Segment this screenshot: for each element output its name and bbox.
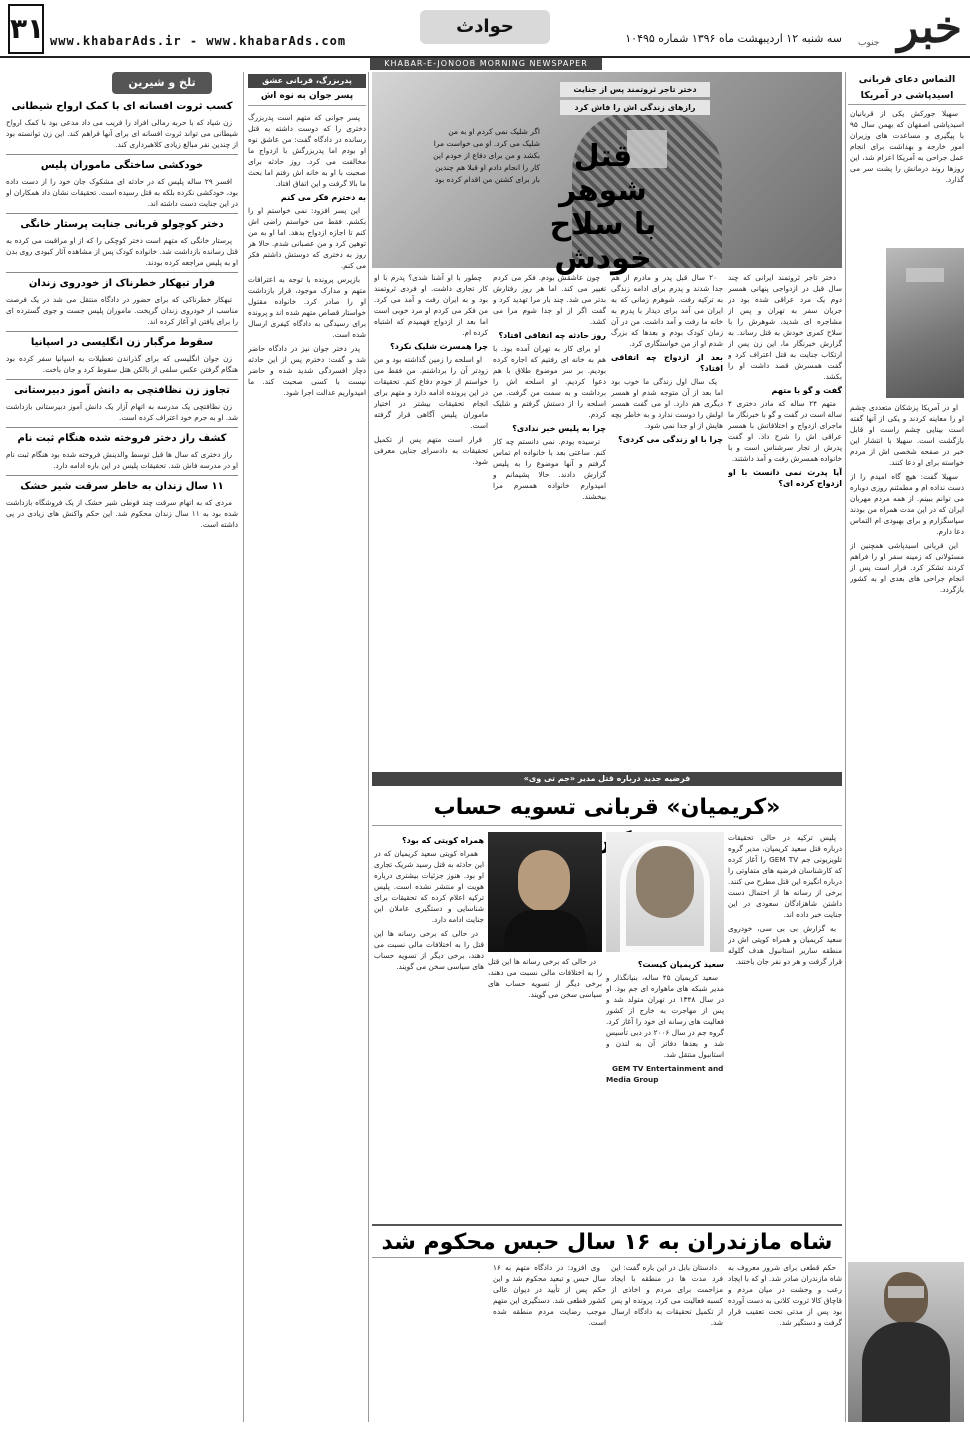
divider [6, 213, 238, 214]
paragraph: تبهکار خطرناکی که برای حضور در دادگاه منتقل می شد در یک فرصت مناسب از خودروی زندان گریخت. ماموران پلیس جست و جوی گسترده ای را برای یافتن او آغاز کرده اند. [6, 295, 238, 326]
paragraph: پرستار خانگی که متهم است دختر کوچکی را که از او مراقبت می کرده به قتل رسانده بازداشت شد. خانواده کودک پس از مشاهده آثار کبودی روی بدن او به پلیس مراجعه کرده بودند. [6, 236, 238, 267]
paragraph: زن جوان انگلیسی که برای گذراندن تعطیلات به اسپانیا سفر کرده بود هنگام گرفتن عکس سلفی از بالکن هتل سقوط کرد و جان باخت. [6, 354, 238, 374]
news-headline: کسب ثروت افسانه ای با کمک ارواح شیطانی [11, 101, 233, 112]
subhead: روز حادثه چه اتفاقی افتاد؟ [498, 331, 606, 340]
paragraph: در حالی که برخی رسانه ها این قتل را به اختلافات مالی نسبت می دهند، برخی دیگر از تسویه حساب های سیاسی سخن می گویند. [488, 957, 602, 999]
paragraph: به گزارش بی بی سی، خودروی سعید کریمیان و همراه کویتی اش در منطقه ساریر استانبول هدف گلوله قرار گرفت و هر دو نفر جان باختند. [728, 924, 842, 966]
murder-kicker [560, 82, 710, 118]
paragraph: پدر دختر جوان نیز در دادگاه حاضر شد و گفت: دخترم پس از این حادثه دچار افسردگی شدید شده و حاضر نیست با کسی صحبت کند. ما امیدواریم عدالت اجرا شود. [248, 344, 366, 397]
divider [6, 272, 238, 273]
paragraph: در حالی که برخی رسانه ها این قتل را به اختلافات مالی نسبت می دهند، برخی دیگر از تسویه حساب های سیاسی سخن می گویند. [374, 929, 484, 971]
murder-column-3 [493, 272, 606, 767]
headline-line: خودش [554, 241, 652, 276]
kicker-line: رازهای زندگی اش را فاش کرد [560, 100, 710, 115]
column-divider [243, 72, 244, 1422]
kerimian-column-3 [374, 832, 484, 1217]
paragraph: افسر ۲۹ ساله پلیس که در حادثه ای مشکوک جان خود را از دست داده بود، خودکشی نکرده بلکه به قتل رسیده است. تحقیقات نشان داد همکاران او در این جنایت دست داشته اند. [6, 177, 238, 208]
subhead: به دخترم فکر می کنم [280, 193, 366, 202]
love-kicker: پدربزرگ، قربانی عشق [248, 74, 366, 88]
paragraph: متهم ۲۴ ساله که مادر دختری ۴ ساله است در گفت و گو با خبرنگار ما ماجرای ازدواج و اختلافاتش با همسر عراقی اش را شرح داد. او گفت پدرش از تجار سرشناس است و با خانواده همسرش رفت و آمد داشتند. [728, 399, 842, 463]
paragraph: چطور با او آشنا شدی؟ پدرم با او کار تجاری داشت. او فردی ثروتمند بود و به ایران رفت و آمد می کرد. من فکر می کردم او مرد خوبی است اما بعد از ازدواج فهمیدم که اشتباه کرده ام. [374, 273, 488, 337]
talkh-column [6, 96, 238, 1422]
subhead: آیا پدرت نمی دانست با او ازدواج کرده ای؟ [728, 468, 842, 488]
kicker-line: دختر تاجر ثروتمند پس از جنایت [560, 82, 710, 97]
paragraph: چون عاشقش بودم. فکر می کردم تغییر می کند. اما هر روز رفتارش بدتر می شد. چند بار مرا تهدید کرد و گفت اگر از او جدا شوم مرا می کشد. [493, 273, 606, 326]
divider [6, 331, 238, 332]
love-headline: پسر جوان به نوه اش [248, 90, 366, 106]
logo-sub: جنوب [858, 38, 880, 48]
subhead: چرا همسرت شلیک نکرد؟ [390, 342, 488, 351]
paragraph: GEM TV Entertainment and Media Group [606, 1064, 724, 1084]
paragraph: همراه کویتی سعید کریمیان که در این حادثه به قتل رسید شریک تجاری او بود. هنوز جزئیات بیشتری درباره هویت او منتشر نشده است. پلیس ترکیه اعلام کرده که تحقیقات برای شناسایی و دستگیری عاملان این جنایت ادامه دارد. [374, 849, 484, 924]
news-headline: فرار تبهکار خطرناک از خودروی زندان [28, 278, 216, 289]
kerimian-headline: «کریمیان» قربانی تسویه حساب [372, 790, 842, 826]
love-story-text [248, 112, 366, 1422]
headline-line: با سلاح [549, 207, 657, 242]
issue-info: سه شنبه ۱۲ اردیبهشت ماه ۱۳۹۶ شماره ۱۰۴۹۵ [625, 32, 842, 45]
shah-headline: شاه مازندران به ۱۶ سال حبس محکوم شد [372, 1224, 842, 1258]
murder-column-1 [728, 272, 842, 767]
acid-victim-text-2 [850, 402, 964, 882]
subhead: سعید کریمیان کیست؟ [637, 960, 724, 969]
tagline: KHABAR-E-JONOOB MORNING NEWSPAPER [370, 58, 602, 70]
kerimian-column-2 [606, 956, 724, 1218]
subhead: چرا به پلیس خبر ندادی؟ [512, 424, 606, 433]
news-headline: تجاوز زن نظافتچی به دانش آموز دبیرستانی [14, 385, 230, 396]
section-title: حوادث [420, 10, 550, 44]
logo-text: خبر [897, 2, 962, 53]
subhead: چرا با او زندگی می کردی؟ [618, 435, 723, 444]
divider [6, 154, 238, 155]
paragraph: پسر جوانی که متهم است پدربزرگ دختری را که دوست داشته به قتل رسانده در دادگاه گفت: من عاشق نوه او بودم اما پدربزرگش با ازدواج ما مخالفت می کرد. روز حادثه برای صحبت با او به خانه اش رفتم اما بحث ما بالا گرفت و این اتفاق افتاد. [248, 113, 366, 188]
news-headline: خودکشی ساختگی ماموران پلیس [40, 160, 204, 171]
paragraph: سعید کریمیان ۴۵ ساله، بنیانگذار و مدیر شبکه های ماهواره ای جم بود. او در سال ۱۳۴۸ در تهران متولد شد و پس از مهاجرت به خارج از کشور فعالیت های رسانه ای خود را آغاز کرد. گروه جم در سال ۲۰۰۶ در دبی تأسیس شد و بعدها دفاتر آن به لندن و استانبول منتقل شد. [606, 973, 724, 1059]
news-headline: سقوط مرگبار زن انگلیسی در اسپانیا [30, 337, 214, 348]
divider [6, 379, 238, 380]
column-divider [368, 72, 369, 1422]
news-headline: دختر کوچولو قربانی جنایت پرستار خانگی [20, 219, 224, 230]
kerimian-column-4 [488, 956, 602, 1218]
paragraph: او در آمریکا پزشکان متعددی چشم او را معاینه کردند و یکی از آنها گفته است بینایی چشم راست او قابل بازگشت است. سهیلا با انتشار این خبر در صفحه شخصی اش از مردم خواسته برای او دعا کنند. [850, 403, 964, 467]
paragraph: حکم قطعی برای شرور معروف به شاه مازندران صادر شد. او که با ایجاد رعب و وحشت در میان مردم و قاچاق کالا ثروت کلانی به دست آورده بود پس از مدتی تحت تعقیب قرار گرفت و دستگیر شد. [728, 1263, 842, 1327]
paragraph: این قربانی اسیدپاشی همچنین از مسئولانی که زمینه سفر او را فراهم کردند تشکر کرد. قرار است پس از انجام جراحی های بعدی او به کشور بازگردد. [850, 541, 964, 594]
kerimian-kicker: فرضیه جدید درباره قتل مدیر «جم تی وی» [372, 772, 842, 786]
paragraph: این پسر افزود: نمی خواستم او را بکشم. فقط می خواستم راضی اش کنم تا اجازه ازدواج بدهد. اما او به من توهین کرد و من عصبانی شدم. حالا هر روز به دختری که دوستش داشتم فکر می کنم. [248, 206, 366, 270]
paragraph: وی افزود: در دادگاه متهم به ۱۶ سال حبس و تبعید محکوم شد و این حکم پس از تأیید در دیوان عالی کشور قطعی شد. دستگیری این متهم موجب رضایت مردم منطقه شده است. [493, 1263, 606, 1327]
paragraph: او اسلحه را زمین گذاشته بود و من زودتر آن را برداشتم. من فقط می خواستم از خودم دفاع کنم. تحقیقات در این پرونده ادامه دارد و متهم برای انجام تحقیقات بیشتر در اختیار ماموران پلیس آگاهی قرار گرفته است. [374, 355, 488, 430]
paragraph: سهیلا گفت: هیچ گاه امیدم را از دست نداده ام و مطمئنم روزی دوباره می توانم ببینم. از همه مردم مهربان ایران که در این مدت همراه من بودند سپاسگزارم و برای بهبودی ام التماس دعا دارم. [850, 472, 964, 536]
page-number: ۳۱ [8, 4, 44, 54]
subhead: بعد از ازدواج چه اتفاقی افتاد؟ [611, 353, 723, 373]
paragraph: زن نظافتچی یک مدرسه به اتهام آزار یک دانش آموز دبیرستانی بازداشت شد. او به جرم خود اعتراف کرده است. [6, 402, 238, 422]
divider [6, 475, 238, 476]
paragraph: دختر تاجر ثروتمند ایرانی که چند سال قبل در ازدواجی پنهانی همسر دوم یک مرد عراقی شده بود در جریان سفر به تهران و پس از مشاجره ای شدید، شوهرش را با سلاح کمری خودش به قتل رساند. به گزارش خبرنگار ما، این زن پس از ارتکاب جنایت به قتل اعتراف کرد و گفت همسرش قصد داشت او را بکشد. [728, 273, 842, 381]
subhead: گفت و گو با متهم [771, 386, 842, 395]
paragraph: ۲۰ سال قبل پدر و مادرم از هم جدا شدند و پدرم برای ادامه زندگی به ترکیه رفت. شوهرم زمانی که به ایران می آمد برای دیدار با پدرم به خانه ما رفت و آمد داشت. من در آن زمان کودک بودم و بعدها که بزرگ شدم او از من خواستگاری کرد. [611, 273, 723, 348]
website-link[interactable]: www.khabarAds.ir - www.khabarAds.com [50, 34, 347, 48]
news-headline: ۱۱ سال زندان به خاطر سرقت شیر خشک [20, 481, 224, 492]
paragraph: مردی که به اتهام سرقت چند قوطی شیر خشک از یک فروشگاه بازداشت شده بود به ۱۱ سال زندان محکوم شد. این حکم واکنش های زیادی در پی داشته است. [6, 498, 238, 529]
shah-column-2 [611, 1262, 723, 1422]
headline-line: قتل شوهر [559, 139, 647, 208]
kerimian-photo [606, 832, 724, 952]
paragraph: زن شیاد که با حربه رمالی افراد را فریب می داد مدعی بود با کمک ارواح شیطانی می تواند ثروت افسانه ای برای آنها فراهم کند. این زن توانسته بود از چندین نفر مبالغ زیادی کلاهبرداری کند. [6, 118, 238, 149]
paragraph: او برای کار به تهران آمده بود. با هم به خانه ای رفتیم که اجاره کرده بودیم. بر سر موضوع طلاق با هم دعوا کردیم. او اسلحه اش را برداشت و به سمت من گرفت. من اسلحه را از دستش گرفتم و شلیک کردم. [493, 344, 606, 419]
murder-column-2 [611, 272, 723, 767]
shah-column-1 [728, 1262, 842, 1422]
acid-victim-photo [886, 248, 964, 398]
subhead: همراه کویتی که بود؟ [401, 836, 484, 845]
paragraph: دادستان بابل در این باره گفت: این فرد مدت ها در منطقه با ایجاد مزاحمت برای مردم و اخاذی از کسبه فعالیت می کرد. پرونده او پس از تکمیل تحقیقات به دادگاه ارسال شد. [611, 1263, 723, 1327]
companion-photo [488, 832, 602, 952]
paragraph: قرار است متهم پس از تکمیل تحقیقات به دادسرای جنایی معرفی شود. [374, 435, 488, 466]
paragraph: ترسیده بودم. نمی دانستم چه کار کنم. ساعتی بعد با خانواده ام تماس گرفتم و آنها موضوع را به پلیس گزارش دادند. حالا پشیمانم و امیدوارم خانواده همسرم مرا ببخشند. [493, 437, 606, 501]
kerimian-column-1 [728, 832, 842, 1217]
talkh-banner: تلخ و شیرین [112, 72, 212, 94]
newspaper-logo [858, 2, 962, 54]
paragraph: سهیلا جورکش یکی از قربانیان اسیدپاشی اصفهان که بهمن سال ۹۵ با پیگیری و مساعدت های وزیران امور خارجه و بهداشت برای انجام عمل جراحی به آمریکا اعزام شد، این روزها روند درمانش را پشت سر می گذارد. [850, 109, 964, 184]
shah-column-3 [493, 1262, 606, 1422]
paragraph: بازپرس پرونده با توجه به اعترافات متهم و مدارک موجود، قرار بازداشت او را صادر کرد. خانواده مقتول خواستار قصاص متهم شده اند و پرونده برای رسیدگی به دادگاه کیفری ارسال شده است. [248, 275, 366, 339]
paragraph: یک سال اول زندگی ما خوب بود اما بعد از آن متوجه شدم او همسر دیگری هم دارد. او می گفت همسر اولش را دوست ندارد و به خاطر بچه هایش از او جدا نمی شود. [611, 377, 723, 430]
column-divider [845, 72, 846, 1422]
murder-headline [528, 139, 678, 276]
paragraph: راز دختری که سال ها قبل توسط والدینش فروخته شده بود هنگام ثبت نام او در مدرسه فاش شد. تحقیقات پلیس در این باره ادامه دارد. [6, 450, 238, 470]
acid-victim-headline: التماس دعای قربانی اسیدپاشی در آمریکا [848, 72, 966, 105]
masthead [0, 0, 970, 58]
paragraph: پلیس ترکیه در حالی تحقیقات درباره قتل سعید کریمیان، مدیر گروه تلویزیونی جم GEM TV را آغاز کرده که کارشناسان فرضیه های متفاوتی را درباره انگیزه این قتل مطرح می کنند. برخی از رسانه ها از احتمال دست داشتن شاهزادگان سعودی در این جنایت خبر داده اند. [728, 833, 842, 919]
shah-photo [848, 1262, 964, 1422]
pull-quote: اگر شلیک نمی کردم او به من شلیک می کرد. او می خواست مرا بکشد و من برای دفاع از خودم این کار را انجام دادم او قبلا هم چندین بار برای کشتن من اقدام کرده بود [433, 127, 540, 184]
murder-column-4 [374, 272, 488, 767]
divider [6, 427, 238, 428]
news-headline: کشف راز دختر فروخته شده هنگام ثبت نام [17, 433, 227, 444]
